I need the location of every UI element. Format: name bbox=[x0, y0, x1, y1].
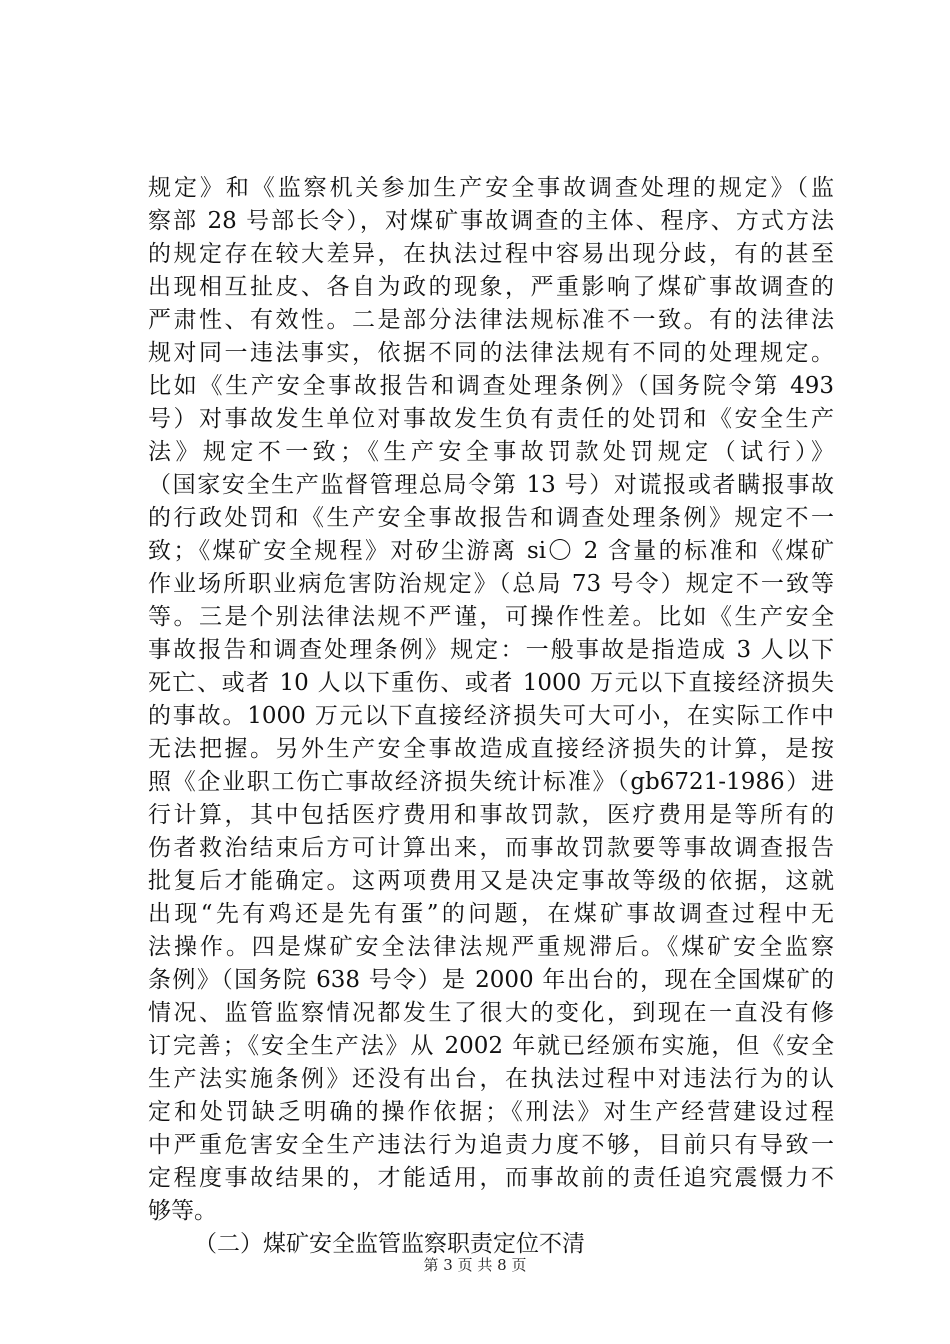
body-line-29: 定和处罚缺乏明确的操作依据；《刑法》对生产经营建设过程 bbox=[148, 1099, 834, 1125]
body-line-18: 无法把握。另外生产安全事故造成直接经济损失的计算，是按 bbox=[148, 736, 834, 762]
body-line-12: 致；《煤矿安全规程》对矽尘游离 si〇 2 含量的标准和《煤矿 bbox=[148, 538, 834, 564]
body-line-3: 的规定存在较大差异，在执法过程中容易出现分歧，有的甚至 bbox=[148, 241, 834, 267]
body-line-14: 等。三是个别法律法规不严谨，可操作性差。比如《生产安全 bbox=[148, 604, 834, 630]
body-line-13: 作业场所职业病危害防治规定》（总局 73 号令）规定不一致等 bbox=[148, 571, 834, 597]
body-line-31: 定程度事故结果的，才能适用，而事故前的责任追究震慑力不 bbox=[148, 1165, 834, 1191]
body-line-10: （国家安全生产监督管理总局令第 13 号）对谎报或者瞒报事故 bbox=[148, 472, 834, 498]
body-line-9: 法》规定不一致；《生产安全事故罚款处罚规定（试行）》 bbox=[148, 439, 834, 465]
document-body bbox=[148, 172, 834, 1261]
body-line-17: 的事故。1000 万元以下直接经济损失可大可小，在实际工作中 bbox=[148, 703, 834, 729]
body-line-11: 的行政处罚和《生产安全事故报告和调查处理条例》规定不一 bbox=[148, 505, 834, 531]
body-line-6: 规对同一违法事实，依据不同的法律法规有不同的处理规定。 bbox=[148, 340, 834, 366]
body-line-8: 号）对事故发生单位对事故发生负有责任的处罚和《安全生产 bbox=[148, 406, 834, 432]
body-line-2: 察部 28 号部长令），对煤矿事故调查的主体、程序、方式方法 bbox=[148, 208, 834, 234]
section-heading: （二）煤矿安全监管监察职责定位不清 bbox=[194, 1231, 585, 1257]
body-line-1: 规定》和《监察机关参加生产安全事故调查处理的规定》（监 bbox=[148, 175, 834, 201]
body-line-21: 伤者救治结束后方可计算出来，而事故罚款要等事故调查报告 bbox=[148, 835, 834, 861]
body-line-27: 订完善；《安全生产法》从 2002 年就已经颁布实施，但《安全 bbox=[148, 1033, 834, 1059]
body-line-28: 生产法实施条例》还没有出台，在执法过程中对违法行为的认 bbox=[148, 1066, 834, 1092]
body-line-23: 出现“先有鸡还是先有蛋”的问题，在煤矿事故调查过程中无 bbox=[148, 901, 834, 927]
body-line-19: 照《企业职工伤亡事故经济损失统计标准》（gb6721-1986）进 bbox=[148, 769, 834, 795]
body-line-5: 严肃性、有效性。二是部分法律法规标准不一致。有的法律法 bbox=[148, 307, 834, 333]
body-line-15: 事故报告和调查处理条例》规定：一般事故是指造成 3 人以下 bbox=[148, 637, 834, 663]
body-line-25: 条例》（国务院 638 号令）是 2000 年出台的，现在全国煤矿的 bbox=[148, 967, 834, 993]
page-number-label: 第 3 页 共 8 页 bbox=[423, 1256, 527, 1274]
body-line-16: 死亡、或者 10 人以下重伤、或者 1000 万元以下直接经济损失 bbox=[148, 670, 834, 696]
body-line-24: 法操作。四是煤矿安全法律法规严重规滞后。《煤矿安全监察 bbox=[148, 934, 834, 960]
page-footer bbox=[0, 1254, 950, 1275]
body-line-22: 批复后才能确定。这两项费用又是决定事故等级的依据，这就 bbox=[148, 868, 834, 894]
body-line-32: 够等。 bbox=[148, 1198, 217, 1224]
body-line-4: 出现相互扯皮、各自为政的现象，严重影响了煤矿事故调查的 bbox=[148, 274, 834, 300]
body-line-7: 比如《生产安全事故报告和调查处理条例》（国务院令第 493 bbox=[148, 373, 834, 399]
body-line-20: 行计算，其中包括医疗费用和事故罚款，医疗费用是等所有的 bbox=[148, 802, 834, 828]
body-line-26: 情况、监管监察情况都发生了很大的变化，到现在一直没有修 bbox=[148, 1000, 834, 1026]
body-line-30: 中严重危害安全生产违法行为追责力度不够，目前只有导致一 bbox=[148, 1132, 834, 1158]
